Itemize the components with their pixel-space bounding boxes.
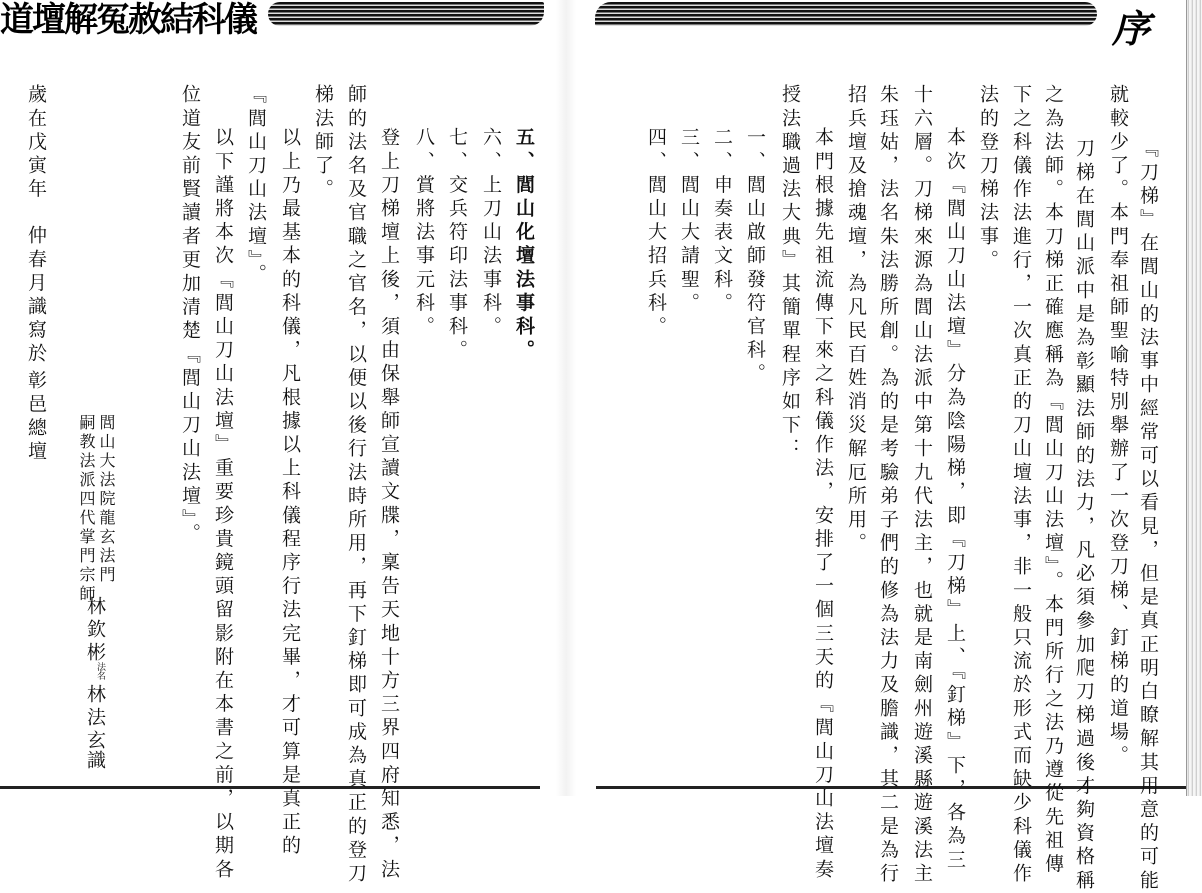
right-col-3: 刀梯在閭山派中是為彰顯法師的法力，凡必須參加爬刀梯過後才夠資格稱 xyxy=(1073,138,1095,893)
date-month: 仲春月識寫於 xyxy=(25,225,47,367)
right-col-2: 就較少了。本門奉祖師聖喻特別舉辦了一次登刀梯、釘梯的道場。 xyxy=(1107,84,1129,769)
right-header-rule xyxy=(595,2,1097,26)
right-col-9: 朱珏姑，法名朱法勝所創。為的是考驗弟子們的修為法力及膽識，其二是為行 xyxy=(877,84,899,887)
left-list-5: 五、閭山化壇法事科。 xyxy=(513,127,535,363)
right-list-4: 四、閭山大招兵科。 xyxy=(645,127,667,340)
left-col-9: 『閭山刀山法壇』。 xyxy=(245,84,267,287)
signature-name-2: 林法玄 xyxy=(84,684,106,753)
left-list-6: 六、上刀山法事科。 xyxy=(480,127,502,340)
signature-fa-ming-label: 法名 xyxy=(95,662,105,680)
left-header-rule xyxy=(268,2,544,26)
left-col-7: 梯法師了。 xyxy=(312,84,334,202)
left-col-5: 登上刀梯壇上後，須由保舉師宣讀文牒，稟告天地十方三界四府知悉，法 xyxy=(378,127,400,883)
signature-position: 嗣教法派四代掌門宗師 xyxy=(77,414,96,604)
signature-suffix: 識 xyxy=(84,750,106,773)
right-col-4: 之為法師。本刀梯正確應稱為『閭山刀山法壇』。本門所行之法乃遵從先祖傳 xyxy=(1042,84,1064,877)
signature-institution: 閭山大法院龍玄法門 xyxy=(97,414,116,585)
left-list-7: 七、交兵符印法事科。 xyxy=(446,127,468,363)
right-col-8: 十六層。刀梯來源為閭山法派中第十九代法主，也就是南劍州遊溪縣遊溪法主 xyxy=(911,84,933,887)
signature-name-1: 林欽彬 xyxy=(84,596,106,665)
left-list-8: 八、賞將法事元科。 xyxy=(413,127,435,340)
right-col-12: 授法職過法大典』其簡單程序如下： xyxy=(779,84,801,462)
right-list-2: 二、申奏表文科。 xyxy=(711,127,733,316)
date-year: 歲在戊寅年 xyxy=(25,84,47,202)
left-bottom-rule xyxy=(0,786,540,789)
right-page-title: 序 xyxy=(1112,6,1151,51)
left-col-6: 師的法名及官職之官名，以便以後行法時所用，再下釘梯即可成為真正的登刀 xyxy=(345,84,367,887)
left-col-11: 位道友前賢讀者更加清楚『閭山刀山法壇』。 xyxy=(179,84,201,547)
left-col-10: 以下謹將本次『閭山刀山法壇』重要珍貴鏡頭留影附在本書之前，以期各 xyxy=(212,127,234,883)
left-page-title: 道壇解冤赦結科儀 xyxy=(0,0,256,40)
date-location: 彰邑總壇 xyxy=(25,370,47,465)
right-col-7: 本次『閭山刀山法壇』分為陰陽梯，即『刀梯』上、『釘梯』下，各為三 xyxy=(944,127,966,873)
page-edge xyxy=(1186,0,1202,796)
left-col-8: 以上乃最基本的科儀，凡根據以上科儀程序行法完畢，才可算是真正的 xyxy=(279,127,301,859)
right-col-10: 招兵壇及搶魂壇，為凡民百姓消災解厄所用。 xyxy=(845,84,867,556)
right-list-3: 三、閭山大請聖。 xyxy=(678,127,700,316)
right-col-6: 法的登刀梯法事。 xyxy=(977,84,999,273)
right-list-1: 一、閭山啟師發符官科。 xyxy=(744,127,766,387)
right-col-1: 『刀梯』在閭山的法事中經常可以看見，但是真正明白瞭解其用意的可能 xyxy=(1137,138,1159,893)
book-gutter xyxy=(556,0,576,796)
right-col-5: 下之科儀作法進行，一次真正的刀山壇法事，非一般只流於形式而缺少科儀作 xyxy=(1010,84,1032,887)
right-col-11: 本門根據先祖流傳下來之科儀作法，安排了一個三天的『閭山刀山法壇奏 xyxy=(812,127,834,883)
